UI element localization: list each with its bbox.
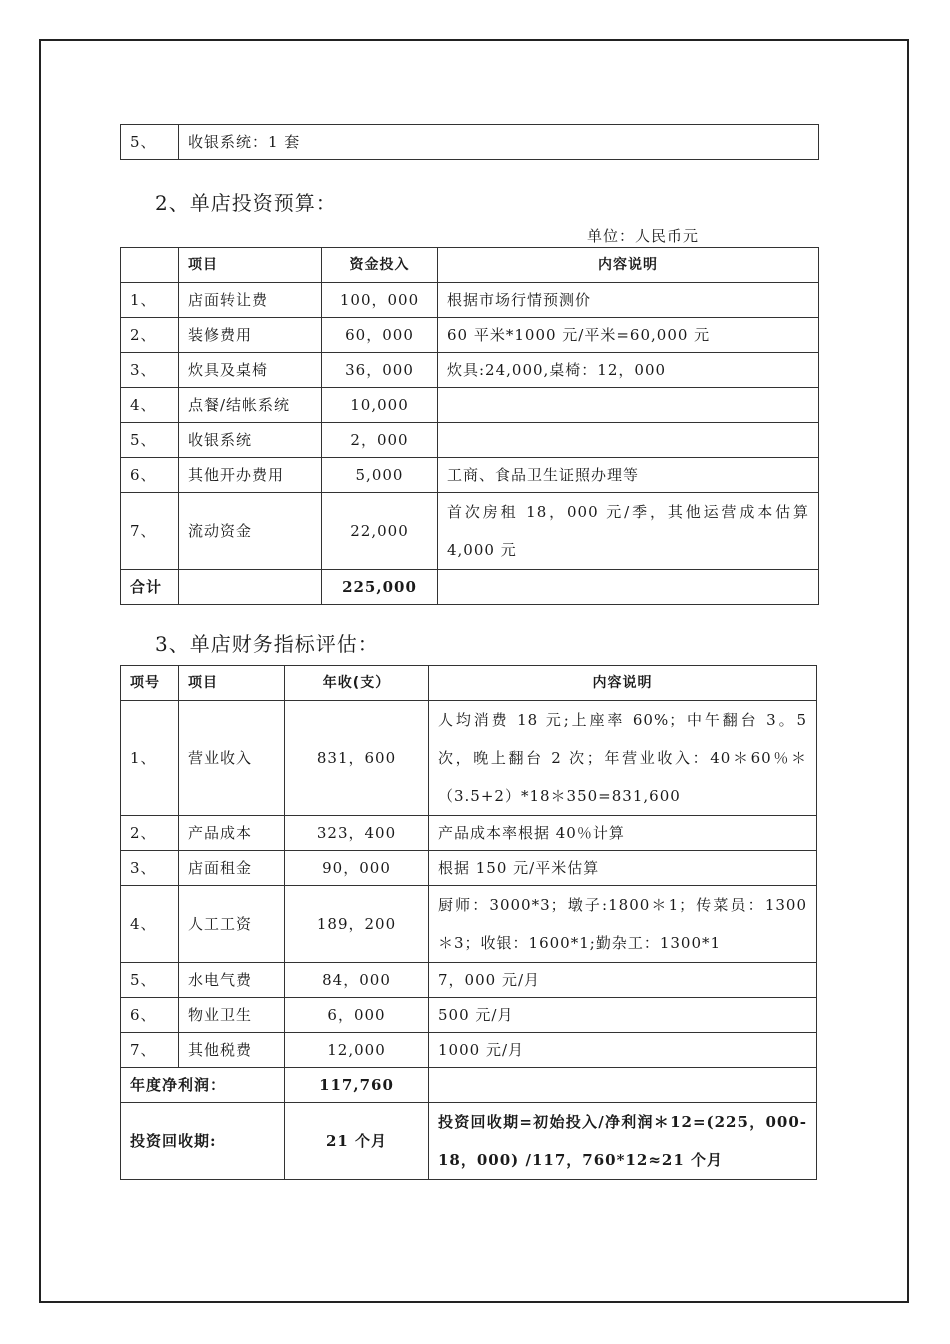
row-number: 7、 [121, 1033, 179, 1068]
header-cell: 资金投入 [322, 248, 438, 283]
desc-cell: 根据 150 元/平米估算 [429, 851, 817, 886]
desc-cell [438, 423, 819, 458]
table-row [121, 283, 819, 318]
header-cell: 项号 [121, 666, 179, 701]
row-number: 6、 [121, 998, 179, 1033]
top-table [120, 124, 819, 160]
amount-cell: 90，000 [285, 851, 429, 886]
row-number: 6、 [121, 458, 179, 493]
item-cell: 点餐/结帐系统 [179, 388, 322, 423]
header-cell: 项目 [179, 666, 285, 701]
desc-cell: 厨师：3000*3；墩子:1800＊1；传菜员：1300＊3；收银：1600*1;勤杂工：1300*1 [429, 886, 817, 963]
empty-cell [179, 570, 322, 605]
desc-cell: 首次房租 18，000 元/季，其他运营成本估算 4,000 元 [438, 493, 819, 570]
row-number: 1、 [121, 283, 179, 318]
table-row [121, 701, 817, 816]
total-label: 合计 [121, 570, 179, 605]
payback-value: 21 个月 [285, 1103, 429, 1180]
table-row [121, 1033, 817, 1068]
item-cell: 水电气费 [179, 963, 285, 998]
row-number: 5、 [121, 125, 179, 160]
budget-table [120, 247, 819, 605]
item-cell: 收银系统 [179, 423, 322, 458]
amount-cell: 6，000 [285, 998, 429, 1033]
section-title-financial: 3、单店财务指标评估： [155, 632, 379, 656]
table-row [121, 851, 817, 886]
table-row [121, 353, 819, 388]
desc-cell: 工商、食品卫生证照办理等 [438, 458, 819, 493]
amount-cell: 84，000 [285, 963, 429, 998]
item-cell: 物业卫生 [179, 998, 285, 1033]
payback-row [121, 1103, 817, 1180]
item-cell: 收银系统：1 套 [179, 125, 819, 160]
table-header-row [121, 666, 817, 701]
desc-cell [438, 388, 819, 423]
amount-cell: 60，000 [322, 318, 438, 353]
section-title-budget: 2、单店投资预算： [155, 191, 337, 215]
item-cell: 店面转让费 [179, 283, 322, 318]
amount-cell: 12,000 [285, 1033, 429, 1068]
desc-cell: 人均消费 18 元;上座率 60%；中午翻台 3。5 次，晚上翻台 2 次；年营业收入：40＊60％＊（3.5+2）*18＊350=831,600 [429, 701, 817, 816]
payback-desc: 投资回收期=初始投入/净利润＊12=(225，000-18，000) /117，760*12≈21 个月 [429, 1103, 817, 1180]
amount-cell: 2，000 [322, 423, 438, 458]
header-cell: 内容说明 [438, 248, 819, 283]
table-row [121, 816, 817, 851]
row-number: 2、 [121, 318, 179, 353]
desc-cell: 500 元/月 [429, 998, 817, 1033]
desc-cell: 7，000 元/月 [429, 963, 817, 998]
table-row [121, 458, 819, 493]
amount-cell: 323，400 [285, 816, 429, 851]
table-row [121, 125, 819, 160]
payback-label: 投资回收期: [121, 1103, 285, 1180]
row-number: 4、 [121, 886, 179, 963]
table-row [121, 423, 819, 458]
empty-cell [429, 1068, 817, 1103]
net-profit-value: 117,760 [285, 1068, 429, 1103]
item-cell: 店面租金 [179, 851, 285, 886]
table-row [121, 998, 817, 1033]
row-number: 1、 [121, 701, 179, 816]
table-row [121, 963, 817, 998]
unit-label: 单位：人民币元 [587, 227, 700, 245]
amount-cell: 5,000 [322, 458, 438, 493]
desc-cell: 产品成本率根据 40％计算 [429, 816, 817, 851]
total-amount: 225,000 [322, 570, 438, 605]
header-cell [121, 248, 179, 283]
empty-cell [438, 570, 819, 605]
row-number: 4、 [121, 388, 179, 423]
item-cell: 流动资金 [179, 493, 322, 570]
amount-cell: 36，000 [322, 353, 438, 388]
table-row [121, 388, 819, 423]
row-number: 3、 [121, 353, 179, 388]
table-row [121, 886, 817, 963]
header-cell: 年收(支） [285, 666, 429, 701]
item-cell: 装修费用 [179, 318, 322, 353]
row-number: 2、 [121, 816, 179, 851]
amount-cell: 189，200 [285, 886, 429, 963]
item-cell: 其他税费 [179, 1033, 285, 1068]
net-profit-row [121, 1068, 817, 1103]
desc-cell: 60 平米*1000 元/平米=60,000 元 [438, 318, 819, 353]
row-number: 5、 [121, 423, 179, 458]
header-cell: 项目 [179, 248, 322, 283]
desc-cell: 炊具:24,000,桌椅：12，000 [438, 353, 819, 388]
amount-cell: 831，600 [285, 701, 429, 816]
header-cell: 内容说明 [429, 666, 817, 701]
item-cell: 产品成本 [179, 816, 285, 851]
item-cell: 人工工资 [179, 886, 285, 963]
row-number: 5、 [121, 963, 179, 998]
item-cell: 营业收入 [179, 701, 285, 816]
item-cell: 炊具及桌椅 [179, 353, 322, 388]
desc-cell: 1000 元/月 [429, 1033, 817, 1068]
row-number: 3、 [121, 851, 179, 886]
amount-cell: 100，000 [322, 283, 438, 318]
table-header-row [121, 248, 819, 283]
amount-cell: 10,000 [322, 388, 438, 423]
table-row [121, 318, 819, 353]
item-cell: 其他开办费用 [179, 458, 322, 493]
amount-cell: 22,000 [322, 493, 438, 570]
financial-table [120, 665, 817, 1180]
table-row [121, 493, 819, 570]
total-row [121, 570, 819, 605]
row-number: 7、 [121, 493, 179, 570]
desc-cell: 根据市场行情预测价 [438, 283, 819, 318]
net-profit-label: 年度净利润： [121, 1068, 285, 1103]
